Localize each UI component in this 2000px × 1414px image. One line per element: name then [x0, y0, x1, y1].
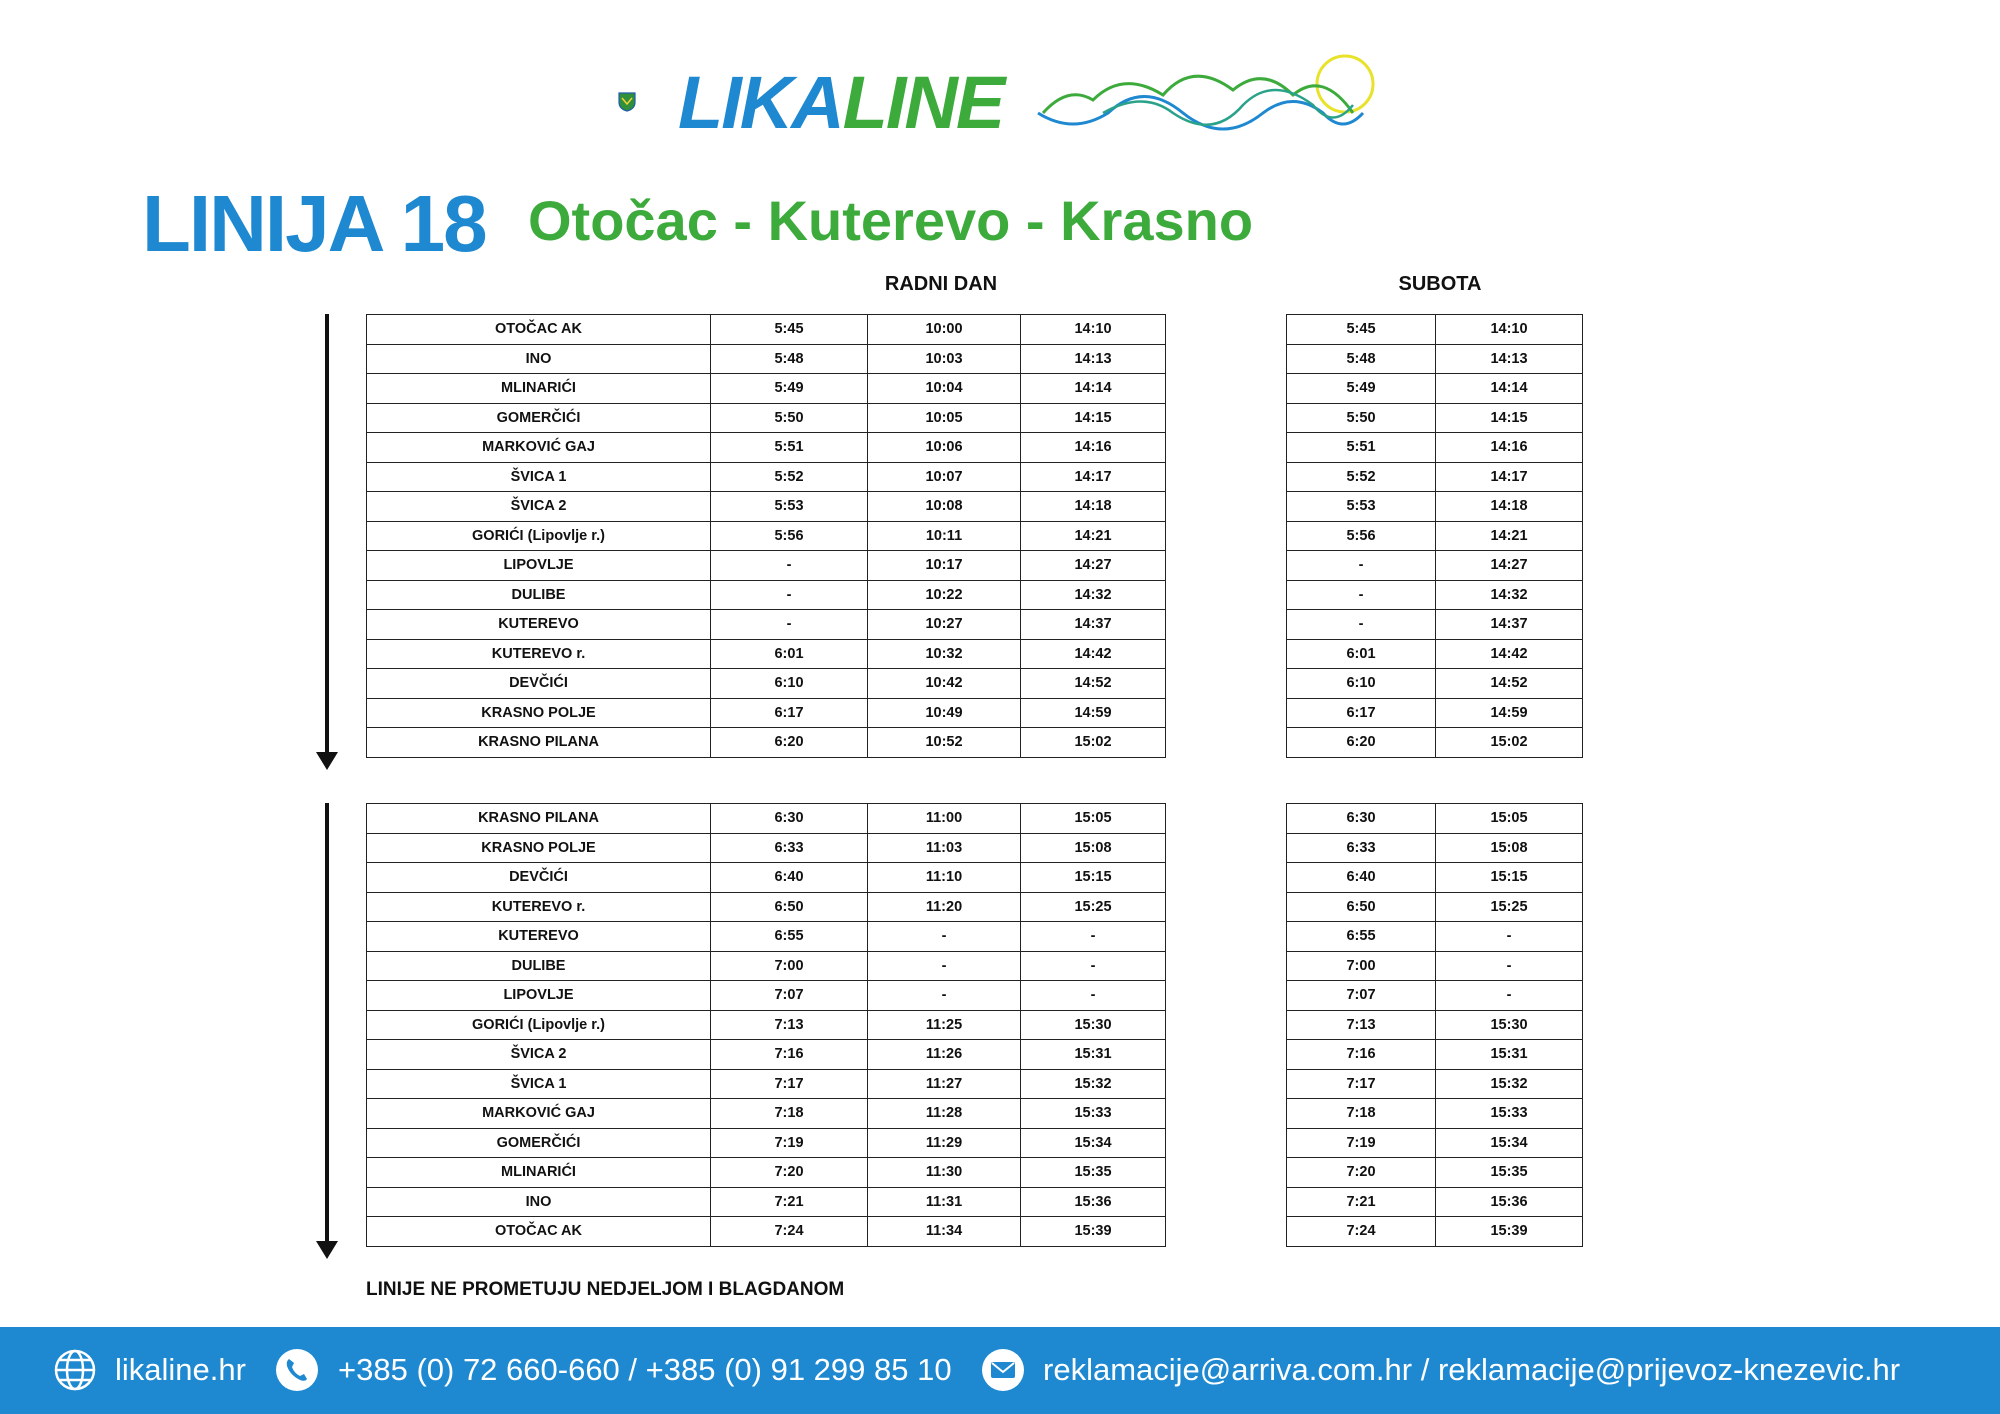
- departure-time: 7:20: [1287, 1158, 1436, 1188]
- departure-time: 6:01: [711, 639, 868, 669]
- service-note: LINIJE NE PROMETUJU NEDJELJOM I BLAGDANOM: [366, 1279, 845, 1300]
- departure-time: -: [1021, 951, 1166, 981]
- departure-time: 7:24: [1287, 1217, 1436, 1247]
- departure-time: 7:18: [711, 1099, 868, 1129]
- logo-word-lika: LIKA: [678, 61, 843, 144]
- departure-time: 7:07: [711, 981, 868, 1011]
- departure-time: 14:18: [1436, 492, 1583, 522]
- departure-time: 6:20: [1287, 728, 1436, 758]
- departure-time: 5:49: [1287, 374, 1436, 404]
- table-row: [367, 863, 1166, 893]
- departure-time: 14:13: [1021, 344, 1166, 374]
- stop-name: INO: [367, 344, 711, 374]
- departure-time: -: [868, 981, 1021, 1011]
- departure-time: 15:15: [1021, 863, 1166, 893]
- departure-time: -: [711, 551, 868, 581]
- table-row: [367, 492, 1166, 522]
- departure-time: 7:19: [1287, 1128, 1436, 1158]
- table-row: [367, 315, 1166, 345]
- arrow-down-icon: [316, 1241, 338, 1259]
- departure-time: 14:32: [1021, 580, 1166, 610]
- departure-time: 14:21: [1021, 521, 1166, 551]
- globe-icon: [52, 1347, 98, 1393]
- departure-time: 15:31: [1021, 1040, 1166, 1070]
- departure-time: 5:56: [1287, 521, 1436, 551]
- departure-time: 14:15: [1436, 403, 1583, 433]
- departure-time: 6:20: [711, 728, 868, 758]
- departure-time: 5:56: [711, 521, 868, 551]
- departure-time: 15:02: [1021, 728, 1166, 758]
- table-row: [1287, 315, 1583, 345]
- departure-time: 15:05: [1021, 804, 1166, 834]
- departure-time: 10:52: [868, 728, 1021, 758]
- table-row: [1287, 669, 1583, 699]
- departure-time: 11:30: [868, 1158, 1021, 1188]
- stop-name: LIPOVLJE: [367, 551, 711, 581]
- departure-time: 14:17: [1436, 462, 1583, 492]
- departure-time: 6:55: [1287, 922, 1436, 952]
- departure-time: 7:20: [711, 1158, 868, 1188]
- departure-time: 7:21: [1287, 1187, 1436, 1217]
- departure-time: 14:18: [1021, 492, 1166, 522]
- departure-time: 15:02: [1436, 728, 1583, 758]
- departure-time: 15:33: [1436, 1099, 1583, 1129]
- table-row: [367, 344, 1166, 374]
- departure-time: -: [1287, 551, 1436, 581]
- saturday-label: SUBOTA: [1398, 273, 1482, 295]
- departure-time: -: [1021, 922, 1166, 952]
- table-row: [367, 1158, 1166, 1188]
- departure-time: 11:34: [868, 1217, 1021, 1247]
- table-row: [367, 922, 1166, 952]
- departure-time: 5:48: [1287, 344, 1436, 374]
- table-row: [1287, 462, 1583, 492]
- table-row: [1287, 804, 1583, 834]
- table-row: [1287, 1069, 1583, 1099]
- contact-footer: [0, 1327, 2000, 1414]
- route-title: Otočac - Kuterevo - Krasno: [528, 189, 1254, 252]
- departure-time: -: [1436, 981, 1583, 1011]
- table-row: [367, 892, 1166, 922]
- table-row: [1287, 1217, 1583, 1247]
- departure-time: 14:17: [1021, 462, 1166, 492]
- phone-numbers[interactable]: +385 (0) 72 660-660 / +385 (0) 91 299 85 10: [338, 1352, 952, 1387]
- departure-time: 10:11: [868, 521, 1021, 551]
- departure-time: 15:36: [1021, 1187, 1166, 1217]
- table-row: [1287, 833, 1583, 863]
- departure-time: 7:18: [1287, 1099, 1436, 1129]
- departure-time: 14:59: [1021, 698, 1166, 728]
- stop-name: MLINARIĆI: [367, 1158, 711, 1188]
- departure-time: 14:10: [1436, 315, 1583, 345]
- departure-time: 15:33: [1021, 1099, 1166, 1129]
- departure-time: -: [1021, 981, 1166, 1011]
- stop-name: KUTEREVO r.: [367, 892, 711, 922]
- departure-time: 7:19: [711, 1128, 868, 1158]
- stop-name: KRASNO POLJE: [367, 833, 711, 863]
- stop-name: MARKOVIĆ GAJ: [367, 1099, 711, 1129]
- stop-name: ŠVICA 1: [367, 462, 711, 492]
- departure-time: -: [1287, 610, 1436, 640]
- phone-icon: [274, 1347, 320, 1393]
- table-row: [367, 833, 1166, 863]
- stop-name: KRASNO PILANA: [367, 728, 711, 758]
- table-row: [367, 981, 1166, 1011]
- stop-name: OTOČAC AK: [367, 315, 711, 345]
- table-row: [367, 462, 1166, 492]
- departure-time: 15:30: [1436, 1010, 1583, 1040]
- stop-name: GOMERČIĆI: [367, 403, 711, 433]
- stop-name: KUTEREVO: [367, 922, 711, 952]
- departure-time: 10:32: [868, 639, 1021, 669]
- departure-time: 6:30: [1287, 804, 1436, 834]
- timetable-weekday-outbound: [366, 314, 1166, 758]
- stop-name: GORIĆI (Lipovlje r.): [367, 1010, 711, 1040]
- table-row: [1287, 374, 1583, 404]
- departure-time: -: [1287, 580, 1436, 610]
- table-row: [367, 551, 1166, 581]
- departure-time: -: [1436, 951, 1583, 981]
- departure-time: 10:49: [868, 698, 1021, 728]
- departure-time: 15:32: [1436, 1069, 1583, 1099]
- logo-wordmark: [678, 58, 1003, 148]
- table-row: [1287, 981, 1583, 1011]
- stop-name: KUTEREVO r.: [367, 639, 711, 669]
- departure-time: 5:48: [711, 344, 868, 374]
- departure-time: 7:16: [1287, 1040, 1436, 1070]
- departure-time: 5:45: [1287, 315, 1436, 345]
- timetable-weekday-inbound: [366, 803, 1166, 1247]
- table-row: [367, 698, 1166, 728]
- departure-time: 14:27: [1021, 551, 1166, 581]
- website-link[interactable]: likaline.hr: [115, 1352, 246, 1387]
- stop-name: ŠVICA 1: [367, 1069, 711, 1099]
- email-addresses[interactable]: reklamacije@arriva.com.hr / reklamacije@prijevoz-knezevic.hr: [1043, 1352, 1901, 1387]
- departure-time: -: [711, 580, 868, 610]
- departure-time: 10:03: [868, 344, 1021, 374]
- departure-time: 11:26: [868, 1040, 1021, 1070]
- departure-time: 14:16: [1436, 433, 1583, 463]
- stop-name: LIPOVLJE: [367, 981, 711, 1011]
- departure-time: -: [868, 951, 1021, 981]
- departure-time: 6:50: [711, 892, 868, 922]
- table-row: [367, 580, 1166, 610]
- stop-name: GORIĆI (Lipovlje r.): [367, 521, 711, 551]
- departure-time: -: [1436, 922, 1583, 952]
- departure-time: 15:15: [1436, 863, 1583, 893]
- departure-time: 5:53: [1287, 492, 1436, 522]
- departure-time: 15:35: [1436, 1158, 1583, 1188]
- departure-time: 5:53: [711, 492, 868, 522]
- departure-time: 5:50: [711, 403, 868, 433]
- departure-time: 7:17: [1287, 1069, 1436, 1099]
- departure-time: 14:37: [1021, 610, 1166, 640]
- departure-time: 14:42: [1021, 639, 1166, 669]
- stop-name: KRASNO POLJE: [367, 698, 711, 728]
- departure-time: 14:15: [1021, 403, 1166, 433]
- departure-time: 6:10: [711, 669, 868, 699]
- departure-time: 7:13: [711, 1010, 868, 1040]
- departure-time: 10:07: [868, 462, 1021, 492]
- departure-time: 7:00: [1287, 951, 1436, 981]
- departure-time: 15:05: [1436, 804, 1583, 834]
- departure-time: 15:35: [1021, 1158, 1166, 1188]
- departure-time: 6:30: [711, 804, 868, 834]
- table-row: [1287, 728, 1583, 758]
- table-row: [1287, 1040, 1583, 1070]
- table-row: [1287, 492, 1583, 522]
- departure-time: 15:08: [1021, 833, 1166, 863]
- stop-name: OTOČAC AK: [367, 1217, 711, 1247]
- table-row: [367, 728, 1166, 758]
- table-row: [1287, 1128, 1583, 1158]
- table-row: [367, 1010, 1166, 1040]
- line-number-title: LINIJA 18: [142, 179, 486, 268]
- departure-time: 5:52: [711, 462, 868, 492]
- departure-time: 15:30: [1021, 1010, 1166, 1040]
- stop-name: DEVČIĆI: [367, 863, 711, 893]
- departure-time: 11:28: [868, 1099, 1021, 1129]
- departure-time: 14:59: [1436, 698, 1583, 728]
- stop-name: MARKOVIĆ GAJ: [367, 433, 711, 463]
- table-row: [1287, 639, 1583, 669]
- departure-time: 10:00: [868, 315, 1021, 345]
- timetable-saturday-outbound: [1286, 314, 1583, 758]
- departure-time: 7:13: [1287, 1010, 1436, 1040]
- table-row: [367, 433, 1166, 463]
- departure-time: 7:24: [711, 1217, 868, 1247]
- table-row: [367, 1217, 1166, 1247]
- table-row: [367, 403, 1166, 433]
- table-row: [1287, 951, 1583, 981]
- departure-time: 11:25: [868, 1010, 1021, 1040]
- departure-time: 10:08: [868, 492, 1021, 522]
- departure-time: 15:32: [1021, 1069, 1166, 1099]
- departure-time: 11:29: [868, 1128, 1021, 1158]
- departure-time: 7:07: [1287, 981, 1436, 1011]
- table-row: [367, 669, 1166, 699]
- departure-time: 10:22: [868, 580, 1021, 610]
- departure-time: 15:34: [1021, 1128, 1166, 1158]
- table-row: [1287, 892, 1583, 922]
- table-row: [1287, 863, 1583, 893]
- stop-name: DULIBE: [367, 951, 711, 981]
- departure-time: 15:25: [1021, 892, 1166, 922]
- departure-time: 11:31: [868, 1187, 1021, 1217]
- stop-name: MLINARIĆI: [367, 374, 711, 404]
- departure-time: 11:00: [868, 804, 1021, 834]
- departure-time: 5:49: [711, 374, 868, 404]
- departure-time: 15:39: [1436, 1217, 1583, 1247]
- table-row: [367, 1187, 1166, 1217]
- departure-time: 14:14: [1436, 374, 1583, 404]
- table-row: [367, 1099, 1166, 1129]
- stop-name: ŠVICA 2: [367, 1040, 711, 1070]
- departure-time: 5:52: [1287, 462, 1436, 492]
- table-row: [367, 374, 1166, 404]
- departure-time: 11:10: [868, 863, 1021, 893]
- departure-time: 11:20: [868, 892, 1021, 922]
- likaline-logo: [618, 50, 1388, 150]
- logo-word-line: LINE: [842, 61, 1004, 144]
- departure-time: 7:17: [711, 1069, 868, 1099]
- envelope-icon: [980, 1347, 1026, 1393]
- departure-time: 11:03: [868, 833, 1021, 863]
- county-crest-icon: [618, 92, 636, 112]
- departure-time: 7:21: [711, 1187, 868, 1217]
- departure-time: 6:17: [1287, 698, 1436, 728]
- departure-time: 15:39: [1021, 1217, 1166, 1247]
- table-row: [1287, 1158, 1583, 1188]
- table-row: [367, 1128, 1166, 1158]
- stop-name: INO: [367, 1187, 711, 1217]
- table-row: [1287, 1010, 1583, 1040]
- table-row: [367, 804, 1166, 834]
- departure-time: -: [711, 610, 868, 640]
- weekday-label: RADNI DAN: [884, 273, 998, 295]
- timetable-saturday-inbound: [1286, 803, 1583, 1247]
- departure-time: 6:01: [1287, 639, 1436, 669]
- departure-time: 6:33: [1287, 833, 1436, 863]
- departure-time: 15:31: [1436, 1040, 1583, 1070]
- stop-name: DEVČIĆI: [367, 669, 711, 699]
- table-row: [367, 1040, 1166, 1070]
- table-row: [367, 951, 1166, 981]
- departure-time: 10:42: [868, 669, 1021, 699]
- direction-arrow-outbound: [325, 314, 329, 752]
- departure-time: 7:16: [711, 1040, 868, 1070]
- departure-time: 5:51: [711, 433, 868, 463]
- table-row: [1287, 433, 1583, 463]
- departure-time: 15:25: [1436, 892, 1583, 922]
- departure-time: 5:45: [711, 315, 868, 345]
- table-row: [1287, 521, 1583, 551]
- table-row: [367, 610, 1166, 640]
- table-row: [1287, 580, 1583, 610]
- departure-time: 7:00: [711, 951, 868, 981]
- departure-time: 6:40: [1287, 863, 1436, 893]
- arrow-down-icon: [316, 752, 338, 770]
- logo-waves-icon: [993, 50, 1388, 150]
- table-row: [1287, 403, 1583, 433]
- table-row: [1287, 1187, 1583, 1217]
- departure-time: 10:05: [868, 403, 1021, 433]
- departure-time: 15:34: [1436, 1128, 1583, 1158]
- departure-time: 14:13: [1436, 344, 1583, 374]
- departure-time: 6:55: [711, 922, 868, 952]
- stop-name: DULIBE: [367, 580, 711, 610]
- departure-time: 14:21: [1436, 521, 1583, 551]
- departure-time: 14:52: [1436, 669, 1583, 699]
- table-row: [1287, 698, 1583, 728]
- departure-time: 6:50: [1287, 892, 1436, 922]
- table-row: [367, 639, 1166, 669]
- departure-time: 14:37: [1436, 610, 1583, 640]
- table-row: [1287, 344, 1583, 374]
- departure-time: 15:36: [1436, 1187, 1583, 1217]
- departure-time: 15:08: [1436, 833, 1583, 863]
- departure-time: -: [868, 922, 1021, 952]
- table-row: [1287, 610, 1583, 640]
- departure-time: 5:50: [1287, 403, 1436, 433]
- stop-name: ŠVICA 2: [367, 492, 711, 522]
- departure-time: 14:32: [1436, 580, 1583, 610]
- direction-arrow-inbound: [325, 803, 329, 1241]
- departure-time: 14:42: [1436, 639, 1583, 669]
- table-row: [367, 1069, 1166, 1099]
- table-row: [1287, 551, 1583, 581]
- departure-time: 5:51: [1287, 433, 1436, 463]
- departure-time: 14:14: [1021, 374, 1166, 404]
- departure-time: 10:06: [868, 433, 1021, 463]
- departure-time: 14:16: [1021, 433, 1166, 463]
- departure-time: 14:10: [1021, 315, 1166, 345]
- table-row: [1287, 1099, 1583, 1129]
- stop-name: KUTEREVO: [367, 610, 711, 640]
- departure-time: 6:33: [711, 833, 868, 863]
- departure-time: 14:52: [1021, 669, 1166, 699]
- table-row: [1287, 922, 1583, 952]
- stop-name: GOMERČIĆI: [367, 1128, 711, 1158]
- departure-time: 10:27: [868, 610, 1021, 640]
- departure-time: 10:17: [868, 551, 1021, 581]
- departure-time: 10:04: [868, 374, 1021, 404]
- table-row: [367, 521, 1166, 551]
- departure-time: 6:17: [711, 698, 868, 728]
- departure-time: 6:10: [1287, 669, 1436, 699]
- departure-time: 6:40: [711, 863, 868, 893]
- stop-name: KRASNO PILANA: [367, 804, 711, 834]
- departure-time: 11:27: [868, 1069, 1021, 1099]
- departure-time: 14:27: [1436, 551, 1583, 581]
